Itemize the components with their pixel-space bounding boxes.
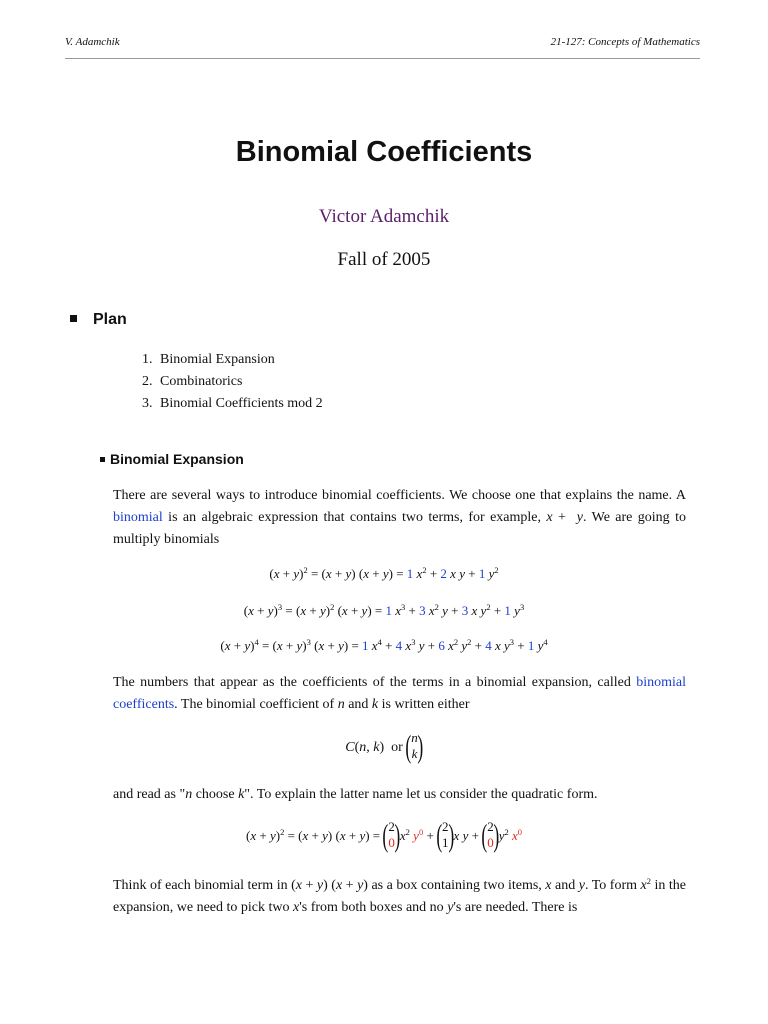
paragraph-choose: and read as "n choose k". To explain the latter name let us consider the quadratic form. [113,787,598,802]
header-rule [65,58,700,59]
header-course: 21-127: Concepts of Mathematics [550,36,700,48]
header-author: V. Adamchik [65,36,120,48]
equation-quadratic-form: $(x + y)^2 = (x + y)$ (x + y) = ( 2 0 ) $x^2$ $y^0$ + ( 2 1 ) x y + ( 2 0 ) $y^2$ $x^0$ [245,817,523,853]
plan-item: 3. Binomial Coefficients mod 2 [156,393,323,415]
plan-item: 2. Combinatorics [156,371,323,393]
plan-item: 1. Binomial Expansion [156,349,323,371]
plan-heading: Plan [70,311,127,329]
paragraph-intro: There are several ways to introduce binomial coefficients. We choose one that explains the name. A binomial is an algebraic expression that contains two terms, for example, x + y. We are going to multiply binomials [113,488,686,547]
equation-cube: $(x + y)^3 = (x + y)^2$ (x + y) = 1 $x^3 + 3$ $x^2$ y + 3 x $y^2 + 1$ $y^3$ [243,602,525,618]
section-heading-binomial-expansion: Binomial Expansion [100,451,244,467]
square-bullet-icon [100,457,105,462]
paragraph-coefficients: The numbers that appear as the coefficients of the terms in a binomial expansion, called binomial coefficents. The binomial coefficient of n and k is written either [113,675,686,712]
square-bullet-icon [70,315,77,322]
binomial-link[interactable]: binomial [113,510,163,525]
notation-equation: C(n, k) or ( n k ) [345,728,424,764]
author-name: Victor Adamchik [318,206,450,227]
date: Fall of 2005 [337,249,431,270]
plan-list [140,349,323,415]
equation-square: $(x + y)^2 = (x + y)$ (x + y) = 1 $x^2 + 2$ x y + 1 $y^2$ [269,565,499,581]
binomial-coefficients-link[interactable]: binomial coefficents [113,675,686,712]
page-title: Binomial Coefficients [235,136,533,168]
binomial-symbol: ( n k ) [405,728,424,764]
equation-fourth: $(x + y)^4 = (x + y)^3$ (x + y) = 1 $x^4 + 4$ $x^3$ y + 6 $x^2$ $y^2 + 4$ x $y^3 + 1$ $y^4$ [220,637,548,653]
paragraph-boxes: Think of each binomial term in (x + y) (x + y) as a box containing two items, x and y. To form $x^2$ in the expansion, we need to pick two x's from both boxes and no y's are needed. There is [113,876,686,915]
